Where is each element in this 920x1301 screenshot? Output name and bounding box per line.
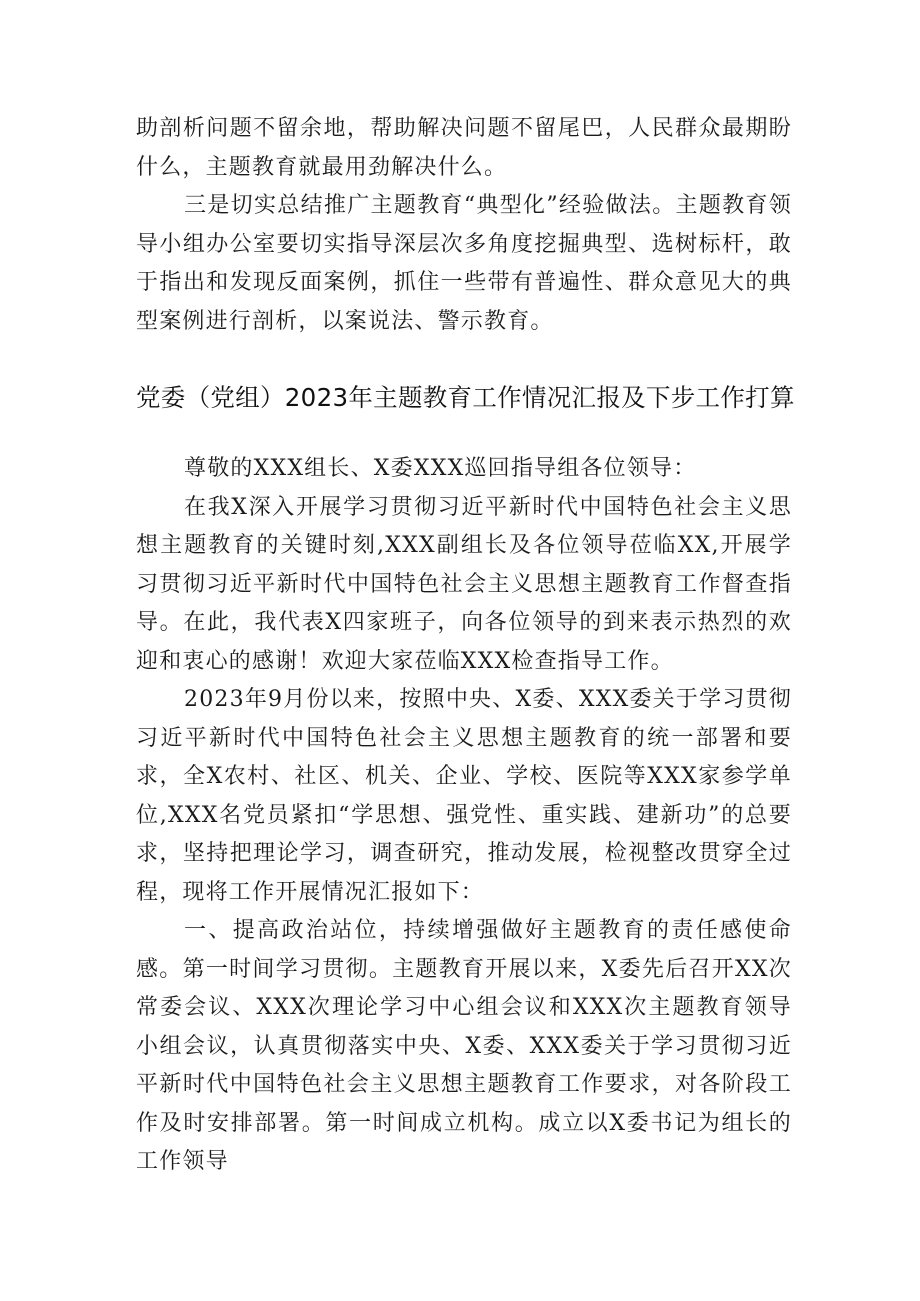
report-body-section: [136, 450, 792, 1182]
paragraph-welcome: 在我X深入开展学习贯彻习近平新时代中国特色社会主义思想主题教育的关键时刻,XXX副组长及各位领导莅临XX,开展学习贯彻习近平新时代中国特色社会主义思想主题教育工作督查指导。在此，我代表X四家班子，向各位领导的到来表示热烈的欢迎和衷心的感谢！欢迎大家莅临XXX检查指导工作。: [136, 494, 792, 674]
salutation: 尊敬的XXX组长、X委XXX巡回指导组各位领导：: [184, 456, 697, 481]
top-text-section: [136, 110, 792, 341]
paragraph-typical-experience: 三是切实总结推广主题教育“典型化”经验做法。主题教育领导小组办公室要切实指导深层次多角度挖掘典型、选树标杆，敢于指出和发现反面案例，抓住一些带有普遍性、群众意见大的典型案例进行剖析，以案说法、警示教育。: [136, 193, 792, 334]
paragraph-continuation: 助剖析问题不留余地，帮助解决问题不留尾巴，人民群众最期盼什么，主题教育就最用劲解决什么。: [136, 116, 792, 180]
paragraph-section-one: 一、提高政治站位，持续增强做好主题教育的责任感使命感。第一时间学习贯彻。主题教育开展以来，X委先后召开XX次常委会议、XXX次理论学习中心组会议和XXX次主题教育领导小组会议，认真贯彻落实中央、X委、XXX委关于学习贯彻习近平新时代中国特色社会主义思想主题教育工作要求，对各阶段工作及时安排部署。第一时间成立机构。成立以X委书记为组长的工作领导: [136, 918, 792, 1174]
paragraph-overview: 2023年9月份以来，按照中央、X委、XXX委关于学习贯彻习近平新时代中国特色社会主义思想主题教育的统一部署和要求，全X农村、社区、机关、企业、学校、医院等XXX家参学单位,XXX名党员紧扣“学思想、强党性、重实践、建新功”的总要求，坚持把理论学习，调查研究，推动发展，检视整改贯穿全过程，现将工作开展情况汇报如下：: [136, 687, 792, 905]
document-title: 党委（党组）2023年主题教育工作情况汇报及下步工作打算: [136, 383, 795, 412]
